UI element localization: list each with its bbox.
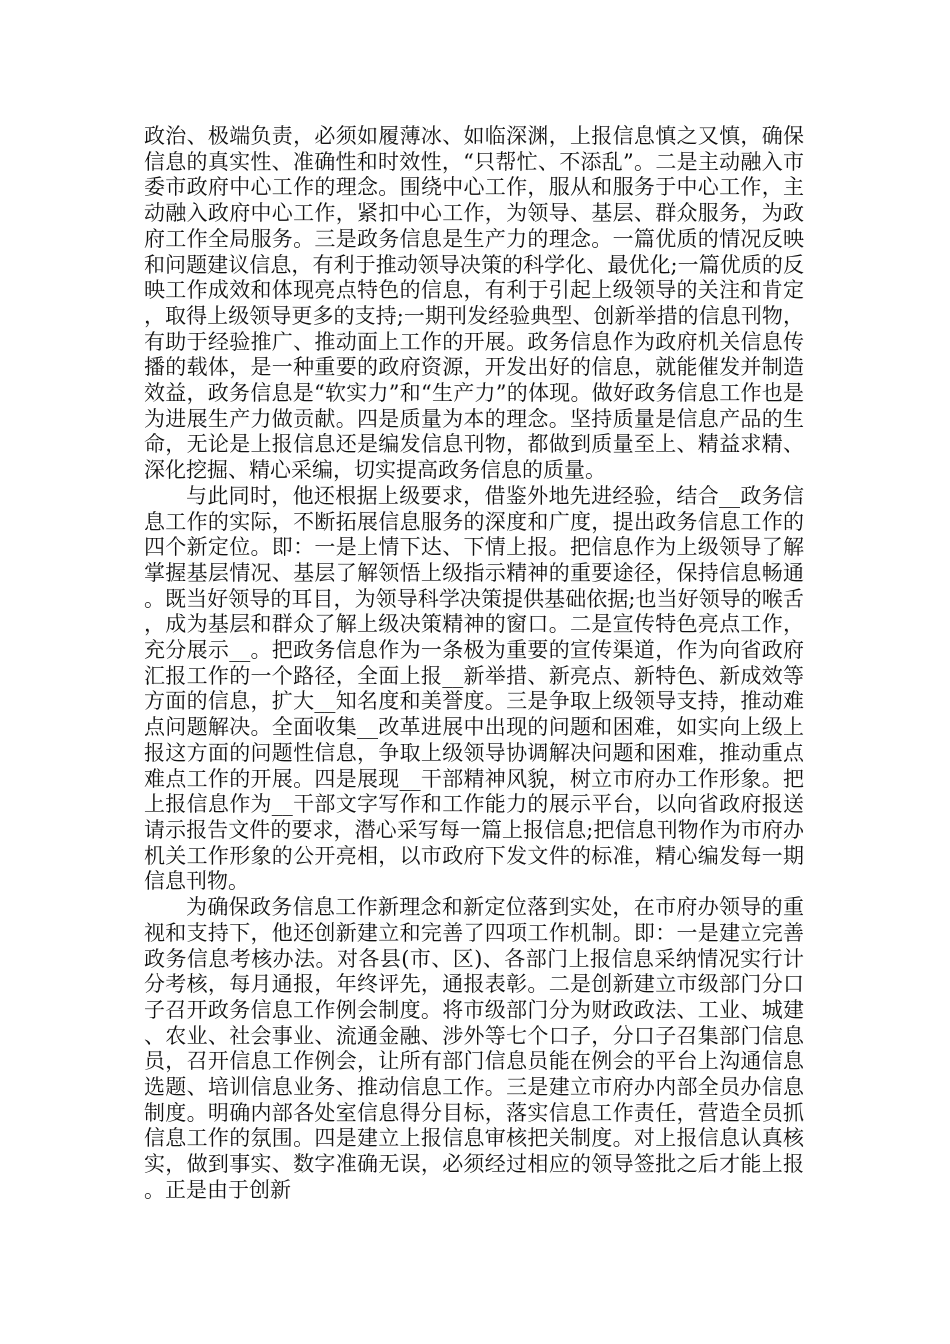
paragraph-2: 与此同时，他还根据上级要求，借鉴外地先进经验，结合__政务信息工作的实际，不断拓展信息服务的深度和广度，提出政务信息工作的四个新定位。即：一是上情下达、下情上报。把信息作为上级领导了解掌握基层情况、基层了解领悟上级指示精神的重要途径，保持信息畅通。既当好领导的耳目，为领导科学决策提供基础依据;也当好领导的喉舌，成为基层和群众了解上级决策精神的窗口。二是宣传特色亮点工作，充分展示__。把政务信息作为一条极为重要的宣传渠道，作为向省政府汇报工作的一个路径，全面上报__新举措、新亮点、新特色、新成效等方面的信息，扩大__知名度和美誉度。三是争取上级领导支持，推动难点问题解决。全面收集__改革进展中出现的问题和困难，如实向上级上报这方面的问题性信息，争取上级领导协调解决问题和困难，推动重点难点工作的开展。四是展现__干部精神风貌，树立市府办工作形象。把上报信息作为__干部文字写作和工作能力的展示平台，以向省政府报送请示报告文件的要求，潜心采写每一篇上报信息;把信息刊物作为市府办机关工作形象的公开亮相，以市政府下发文件的标准，精心编发每一期信息刊物。 xyxy=(144,483,804,894)
document-page xyxy=(144,124,804,1204)
paragraph-1: 政治、极端负责，必须如履薄冰、如临深渊，上报信息慎之又慎，确保信息的真实性、准确性和时效性，“只帮忙、不添乱”。二是主动融入市委市政府中心工作的理念。围绕中心工作，服从和服务于中心工作，主动融入政府中心工作，紧扣中心工作，为领导、基层、群众服务，为政府工作全局服务。三是政务信息是生产力的理念。一篇优质的情况反映和问题建议信息，有利于推动领导决策的科学化、最优化;一篇优质的反映工作成效和体现亮点特色的信息，有利于引起上级领导的关注和肯定，取得上级领导更多的支持;一期刊发经验典型、创新举措的信息刊物，有助于经验推广、推动面上工作的开展。政务信息作为政府机关信息传播的载体，是一种重要的政府资源，开发出好的信息，就能催发并制造效益，政务信息是“软实力”和“生产力”的体现。做好政务信息工作也是为进展生产力做贡献。四是质量为本的理念。坚持质量是信息产品的生命，无论是上报信息还是编发信息刊物，都做到质量至上、精益求精、深化挖掘、精心采编，切实提高政务信息的质量。 xyxy=(144,124,804,483)
paragraph-3: 为确保政务信息工作新理念和新定位落到实处，在市府办领导的重视和支持下，他还创新建立和完善了四项工作机制。即：一是建立完善政务信息考核办法。对各县(市、区)、各部门上报信息采纳情况实行计分考核，每月通报，年终评先，通报表彰。二是创新建立市级部门分口子召开政务信息工作例会制度。将市级部门分为财政政法、工业、城建、农业、社会事业、流通金融、涉外等七个口子，分口子召集部门信息员，召开信息工作例会，让所有部门信息员能在例会的平台上沟通信息选题、培训信息业务、推动信息工作。三是建立市府办内部全员办信息制度。明确内部各处室信息得分目标，落实信息工作责任，营造全员抓信息工作的氛围。四是建立上报信息审核把关制度。对上报信息认真核实，做到事实、数字准确无误，必须经过相应的领导签批之后才能上报。正是由于创新 xyxy=(144,895,804,1202)
